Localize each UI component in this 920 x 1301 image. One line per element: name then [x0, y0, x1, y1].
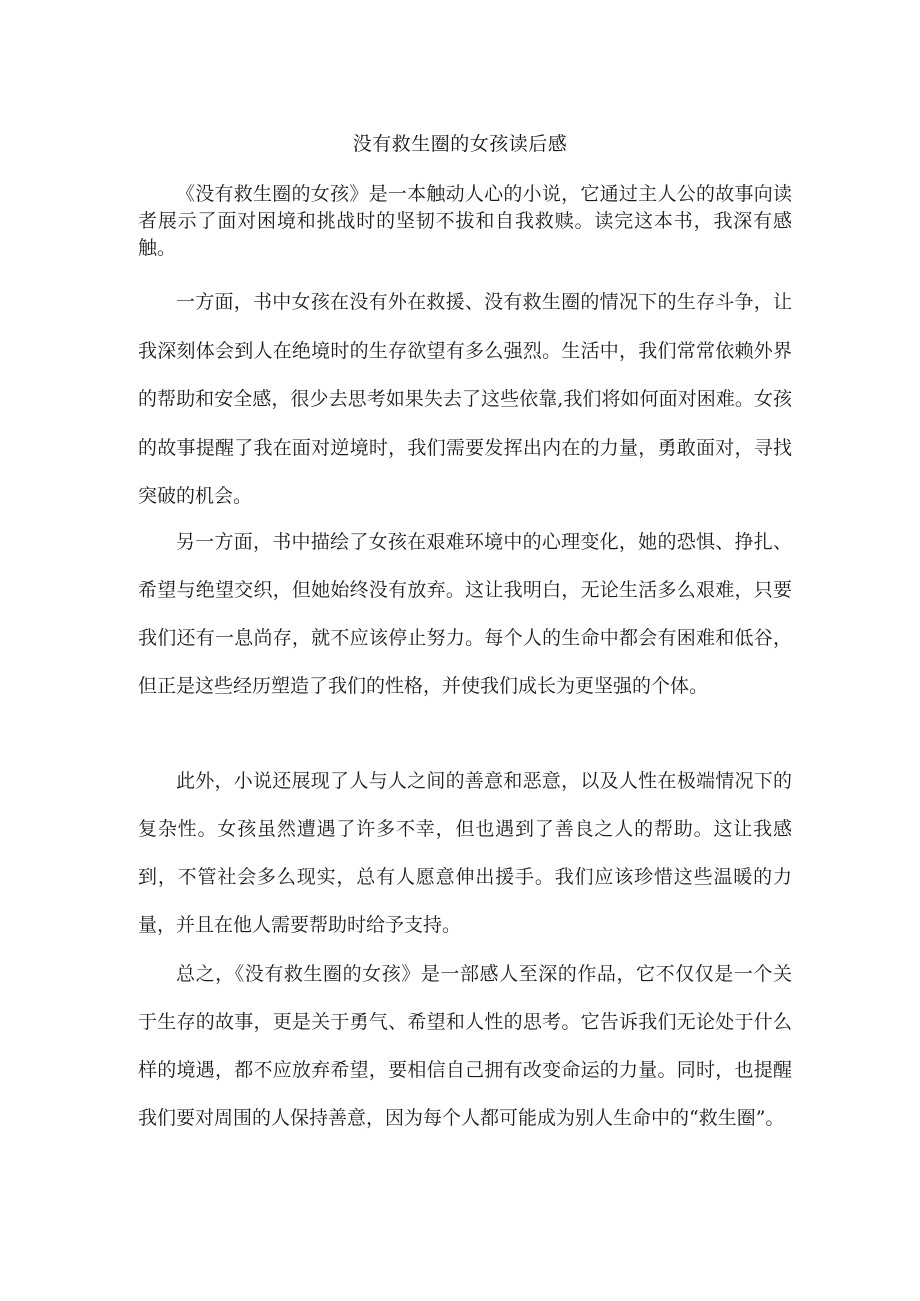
paragraph-second-aspect: 另一方面，书中描绘了女孩在艰难环境中的心理变化，她的恐惧、挣扎、希望与绝望交织，但她始终没有放弃。这让我明白，无论生活多么艰难，只要我们还有一息尚存，就不应该停止努力。每个人的生命中都会有困难和低谷，但正是这些经历塑造了我们的性格，并使我们成长为更坚强的个体。: [138, 531, 792, 697]
paragraph-first-aspect: 一方面，书中女孩在没有外在救援、没有救生圈的情况下的生存斗争，让我深刻体会到人在绝境时的生存欲望有多么强烈。生活中，我们常常依赖外界的帮助和安全感，很少去思考如果失去了这些依靠,我们将如何面对困难。女孩的故事提醒了我在面对逆境时，我们需要发挥出内在的力量，勇敢面对，寻找突破的机会。: [138, 291, 792, 507]
document-title: 没有救生圈的女孩读后感: [352, 133, 568, 155]
paragraph-intro: 《没有救生圈的女孩》是一本触动人心的小说，它通过主人公的故事向读者展示了面对困境和挑战时的坚韧不拔和自我救赎。读完这本书，我深有感触。: [138, 183, 792, 259]
paragraph-conclusion: 总之，《没有救生圈的女孩》是一部感人至深的作品，它不仅仅是一个关于生存的故事，更是关于勇气、希望和人性的思考。它告诉我们无论处于什么样的境遇，都不应放弃希望，要相信自己拥有改变命运的力量。同时，也提醒我们要对周围的人保持善意，因为每个人都可能成为别人生命中的“救生圈”。: [138, 963, 792, 1129]
paragraph-human-nature: 此外，小说还展现了人与人之间的善意和恶意，以及人性在极端情况下的复杂性。女孩虽然遭遇了许多不幸，但也遇到了善良之人的帮助。这让我感到，不管社会多么现实，总有人愿意伸出援手。我们应该珍惜这些温暖的力量，并且在他人需要帮助时给予支持。: [138, 770, 792, 936]
